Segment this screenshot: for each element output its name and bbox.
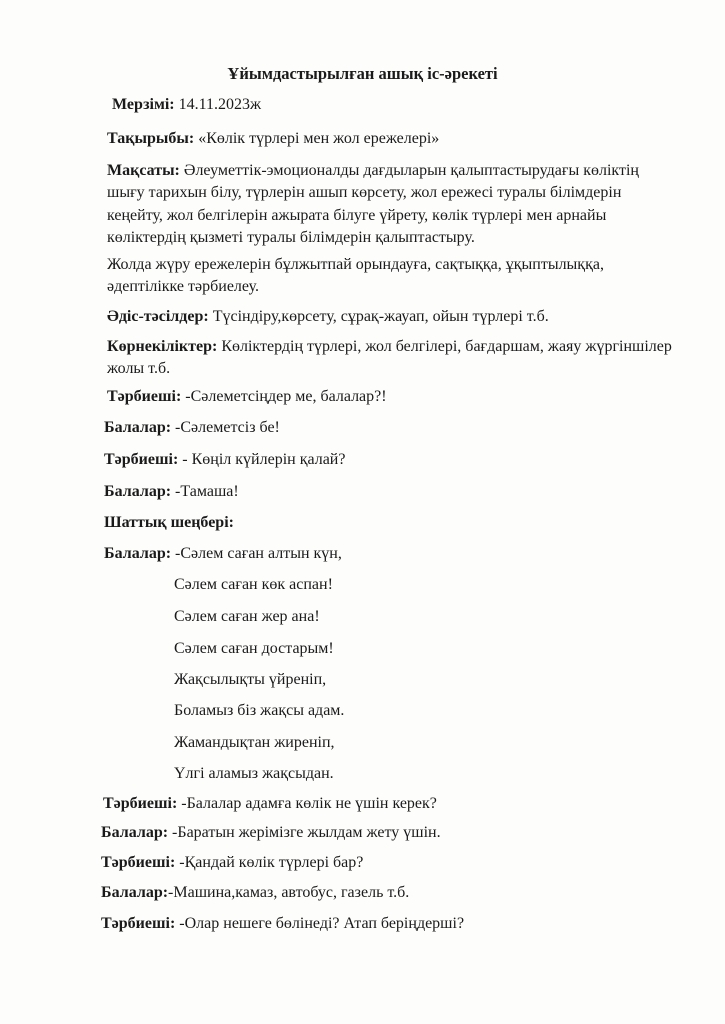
poem-line: Сәлем саған жер ана! xyxy=(174,608,320,625)
dialogue-line xyxy=(107,386,387,408)
poem-line: Сәлем саған көк аспан! xyxy=(174,576,333,593)
dialogue-line xyxy=(104,417,280,439)
document-title: Ұйымдастырылған ашық іс-әрекеті xyxy=(227,64,498,83)
date-value: 14.11.2023ж xyxy=(174,96,262,113)
dialogue-line xyxy=(104,449,345,471)
visuals-paragraph xyxy=(107,336,673,381)
speech-text: - Көңіл күйлерін қалай? xyxy=(178,451,346,468)
topic-label: Тақырыбы: xyxy=(107,130,195,147)
methods-label: Әдіс-тәсілдер: xyxy=(107,308,209,325)
poem-first-line xyxy=(104,543,342,565)
goal-text: Әлеуметтік-эмоционалды дағдыларын қалыптастырудағы көліктің шығу тарихын білу, түрлерін ашып көрсету, жол ережесі туралы білімдерін кеңейту, жол белгілерін ажырата білуге үйрету, көлік түрлері мен арнайы көліктердің қызметі туралы білімдерін қалыптастыру. xyxy=(107,162,639,247)
speaker-label: Тәрбиеші: xyxy=(101,915,176,932)
dialogue-line xyxy=(101,822,441,844)
speaker-label: Тәрбиеші: xyxy=(101,854,176,871)
speaker-label: Тәрбиеші: xyxy=(107,388,182,405)
dialogue-line xyxy=(101,882,409,904)
speech-text: -Баратын жерімізге жылдам жету үшін. xyxy=(168,824,441,841)
dialogue-line xyxy=(103,793,437,815)
methods-line xyxy=(107,306,549,328)
speech-text: -Балалар адамға көлік не үшін керек? xyxy=(177,795,437,812)
visuals-value: Көліктердің түрлері, жол белгілері, бағдаршам, жаяу жүргіншілер жолы т.б. xyxy=(107,338,672,378)
poem-line: Сәлем саған достарым! xyxy=(174,640,334,657)
dialogue-line xyxy=(104,481,239,503)
date-line xyxy=(112,94,261,116)
speech-text: -Сәлеметсіз бе! xyxy=(171,419,280,436)
circle-heading xyxy=(104,512,234,534)
goal-label: Мақсаты: xyxy=(107,162,180,179)
speech-text: -Сәлеметсіңдер ме, балалар?! xyxy=(181,388,387,405)
speech-text: -Машина,камаз, автобус, газель т.б. xyxy=(168,884,410,901)
speech-text: -Олар нешеге бөлінеді? Атап беріңдерші? xyxy=(175,915,465,932)
speaker-label: Балалар: xyxy=(101,884,169,901)
poem-line: Үлгі аламыз жақсыдан. xyxy=(174,765,334,782)
speaker-label: Балалар: xyxy=(104,545,172,562)
speaker-label: Тәрбиеші: xyxy=(104,451,179,468)
dialogue-line xyxy=(101,852,363,874)
circle-heading-text: Шаттық шеңбері: xyxy=(104,514,234,531)
dialogue-line xyxy=(101,913,464,935)
poem-line: -Сәлем саған алтын күн, xyxy=(171,545,342,562)
speaker-label: Тәрбиеші: xyxy=(103,795,178,812)
poem-line: Жақсылықты үйреніп, xyxy=(174,671,327,688)
goal-paragraph xyxy=(107,160,673,250)
upbringing-paragraph: Жолда жүру ережелерін бұлжытпай орындауға, сақтыққа, ұқыптылыққа, әдептілікке тәрбиелеу. xyxy=(107,256,604,296)
speech-text: -Тамаша! xyxy=(171,483,239,500)
visuals-label: Көрнекіліктер: xyxy=(107,338,218,355)
date-label: Мерзімі: xyxy=(112,96,175,113)
speaker-label: Балалар: xyxy=(104,483,172,500)
poem-line: Жамандықтан жиреніп, xyxy=(174,734,335,751)
poem-line: Боламыз біз жақсы адам. xyxy=(174,702,345,719)
topic-value: «Көлік түрлері мен жол ережелері» xyxy=(194,130,440,147)
topic-line xyxy=(107,128,439,150)
speech-text: -Қандай көлік түрлері бар? xyxy=(175,854,364,871)
speaker-label: Балалар: xyxy=(104,419,172,436)
speaker-label: Балалар: xyxy=(101,824,169,841)
methods-value: Түсіндіру,көрсету, сұрақ-жауап, ойын түрлері т.б. xyxy=(208,308,549,325)
